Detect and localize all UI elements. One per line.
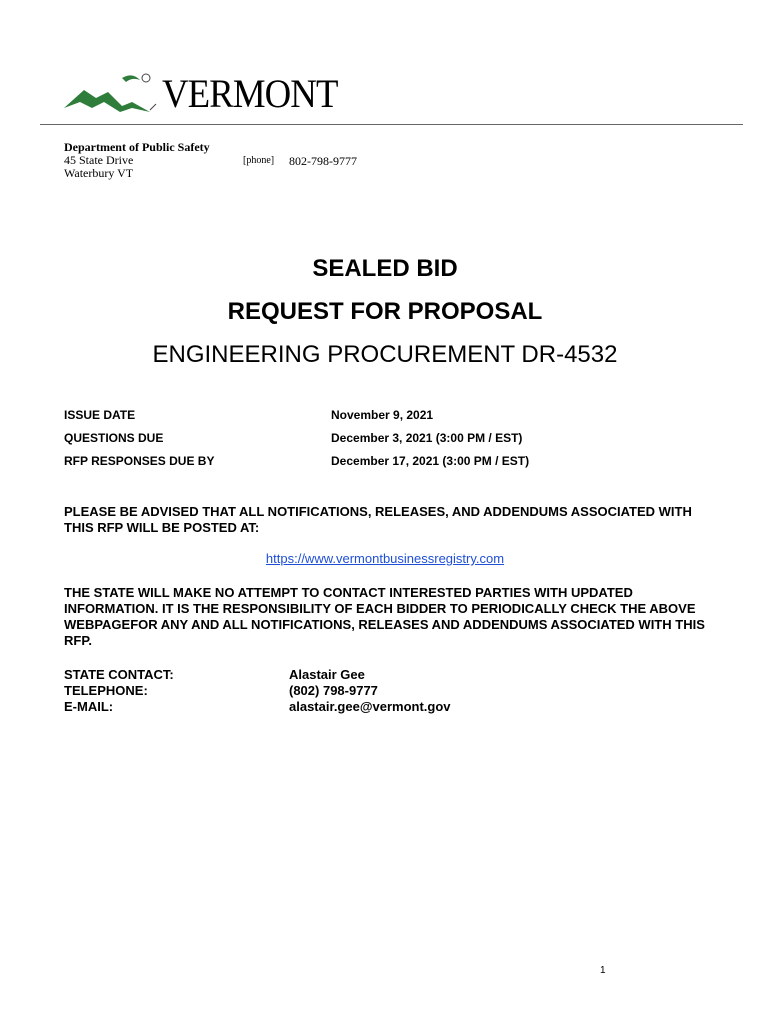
contact-label-name: STATE CONTACT: (64, 667, 174, 682)
vermont-logo (62, 68, 352, 118)
registry-link[interactable]: https://www.vermontbusinessregistry.com (265, 551, 505, 566)
mountain-logo-icon (62, 68, 162, 118)
contact-value-email: alastair.gee@vermont.gov (289, 699, 451, 714)
phone-label: [phone] (243, 155, 275, 166)
responses-due-value: December 17, 2021 (3:00 PM / EST) (331, 454, 530, 468)
contact-value-name: Alastair Gee (289, 667, 365, 682)
page-number: 1 (600, 965, 606, 976)
title-procurement: ENGINEERING PROCUREMENT DR-4532 (152, 341, 618, 368)
department-name: Department of Public Safety (64, 140, 210, 154)
questions-due-value: December 3, 2021 (3:00 PM / EST) (331, 431, 523, 445)
registry-link-wrap (0, 551, 770, 566)
address-city: Waterbury VT (64, 166, 134, 180)
issue-date-label: ISSUE DATE (64, 408, 136, 422)
logo-wordmark: VERMONT (162, 71, 338, 116)
header-divider (40, 124, 743, 125)
responses-due-label: RFP RESPONSES DUE BY (64, 454, 215, 468)
contact-label-email: E-MAIL: (64, 699, 114, 714)
notice-paragraph: PLEASE BE ADVISED THAT ALL NOTIFICATIONS, RELEASES, AND ADDENDUMS ASSOCIATED WITH THIS RFP WILL BE POSTED AT: (64, 504, 692, 535)
address-street: 45 State Drive (64, 153, 134, 167)
title-sealed-bid: SEALED BID (312, 255, 458, 282)
title-rfp: REQUEST FOR PROPOSAL (227, 298, 543, 325)
contact-label-telephone: TELEPHONE: (64, 683, 148, 698)
statement-paragraph: THE STATE WILL MAKE NO ATTEMPT TO CONTACT INTERESTED PARTIES WITH UPDATED INFORMATION. IT IS THE RESPONSIBILITY OF EACH BIDDER TO PERIODICALLY CHECK THE ABOVE WEBPAGEFOR ANY AND ALL NOTIFICATIONS, RELEASES AND ADDENDUMS ASSOCIATED WITH THIS RFP. (64, 585, 705, 648)
contact-value-telephone: (802) 798-9777 (289, 683, 378, 698)
issue-date-value: November 9, 2021 (331, 408, 434, 422)
questions-due-label: QUESTIONS DUE (64, 431, 164, 445)
phone-number: 802-798-9777 (289, 154, 357, 168)
